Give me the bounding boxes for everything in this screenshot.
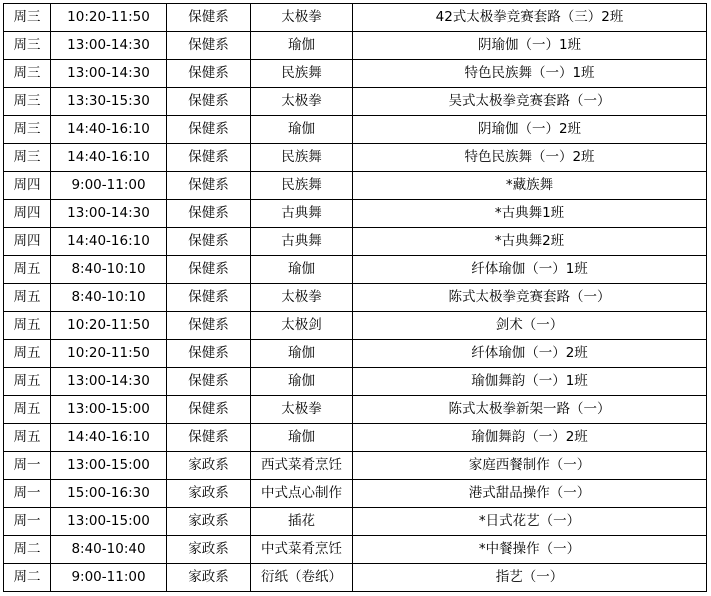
category-cell: 中式菜肴烹饪: [251, 536, 353, 564]
category-cell: 太极拳: [251, 4, 353, 32]
table-row: [4, 536, 707, 564]
course-cell: 瑜伽舞韵（一）1班: [353, 368, 707, 396]
dept-cell: 保健系: [167, 172, 251, 200]
day-cell: 周五: [4, 256, 51, 284]
category-cell: 瑜伽: [251, 368, 353, 396]
day-cell: 周四: [4, 200, 51, 228]
table-row: [4, 4, 707, 32]
category-cell: 中式点心制作: [251, 480, 353, 508]
day-cell: 周三: [4, 116, 51, 144]
course-cell: 瑜伽舞韵（一）2班: [353, 424, 707, 452]
course-cell: 阴瑜伽（一）1班: [353, 32, 707, 60]
time-cell: 13:00-15:00: [51, 396, 167, 424]
dept-cell: 保健系: [167, 228, 251, 256]
time-cell: 14:40-16:10: [51, 424, 167, 452]
table-row: [4, 228, 707, 256]
course-cell: 陈式太极拳竞赛套路（一）: [353, 284, 707, 312]
day-cell: 周三: [4, 88, 51, 116]
dept-cell: 家政系: [167, 452, 251, 480]
table-row: [4, 284, 707, 312]
table-row: [4, 200, 707, 228]
category-cell: 太极拳: [251, 396, 353, 424]
course-cell: 特色民族舞（一）2班: [353, 144, 707, 172]
course-cell: *日式花艺（一）: [353, 508, 707, 536]
table-row: [4, 144, 707, 172]
category-cell: 太极剑: [251, 312, 353, 340]
category-cell: 瑜伽: [251, 32, 353, 60]
time-cell: 13:00-14:30: [51, 60, 167, 88]
dept-cell: 家政系: [167, 564, 251, 592]
table-row: [4, 172, 707, 200]
table-row: [4, 32, 707, 60]
category-cell: 衍纸（卷纸）: [251, 564, 353, 592]
table-row: [4, 564, 707, 592]
course-cell: 指艺（一）: [353, 564, 707, 592]
time-cell: 13:00-15:00: [51, 508, 167, 536]
table-row: [4, 396, 707, 424]
day-cell: 周三: [4, 4, 51, 32]
time-cell: 14:40-16:10: [51, 116, 167, 144]
day-cell: 周五: [4, 284, 51, 312]
time-cell: 13:00-14:30: [51, 32, 167, 60]
dept-cell: 保健系: [167, 396, 251, 424]
table-row: [4, 480, 707, 508]
category-cell: 西式菜肴烹饪: [251, 452, 353, 480]
course-cell: 家庭西餐制作（一）: [353, 452, 707, 480]
time-cell: 8:40-10:10: [51, 256, 167, 284]
dept-cell: 保健系: [167, 32, 251, 60]
dept-cell: 保健系: [167, 4, 251, 32]
category-cell: 瑜伽: [251, 256, 353, 284]
dept-cell: 保健系: [167, 368, 251, 396]
course-cell: 纤体瑜伽（一）2班: [353, 340, 707, 368]
dept-cell: 家政系: [167, 508, 251, 536]
dept-cell: 保健系: [167, 116, 251, 144]
course-cell: 特色民族舞（一）1班: [353, 60, 707, 88]
day-cell: 周四: [4, 172, 51, 200]
time-cell: 15:00-16:30: [51, 480, 167, 508]
table-row: [4, 312, 707, 340]
day-cell: 周三: [4, 60, 51, 88]
dept-cell: 保健系: [167, 256, 251, 284]
category-cell: 古典舞: [251, 200, 353, 228]
time-cell: 13:00-15:00: [51, 452, 167, 480]
course-cell: 陈式太极拳新架一路（一）: [353, 396, 707, 424]
category-cell: 太极拳: [251, 284, 353, 312]
course-cell: 吴式太极拳竞赛套路（一）: [353, 88, 707, 116]
dept-cell: 保健系: [167, 284, 251, 312]
table-row: [4, 60, 707, 88]
day-cell: 周一: [4, 508, 51, 536]
category-cell: 古典舞: [251, 228, 353, 256]
day-cell: 周三: [4, 144, 51, 172]
day-cell: 周五: [4, 312, 51, 340]
day-cell: 周五: [4, 424, 51, 452]
time-cell: 13:00-14:30: [51, 200, 167, 228]
table-row: [4, 508, 707, 536]
category-cell: 太极拳: [251, 88, 353, 116]
day-cell: 周一: [4, 452, 51, 480]
day-cell: 周五: [4, 340, 51, 368]
course-cell: 纤体瑜伽（一）1班: [353, 256, 707, 284]
course-cell: 42式太极拳竞赛套路（三）2班: [353, 4, 707, 32]
day-cell: 周五: [4, 368, 51, 396]
day-cell: 周四: [4, 228, 51, 256]
table-row: [4, 424, 707, 452]
dept-cell: 家政系: [167, 480, 251, 508]
category-cell: 民族舞: [251, 60, 353, 88]
time-cell: 10:20-11:50: [51, 340, 167, 368]
time-cell: 10:20-11:50: [51, 4, 167, 32]
category-cell: 瑜伽: [251, 116, 353, 144]
table-row: [4, 452, 707, 480]
time-cell: 13:00-14:30: [51, 368, 167, 396]
category-cell: 民族舞: [251, 172, 353, 200]
course-cell: *中餐操作（一）: [353, 536, 707, 564]
category-cell: 插花: [251, 508, 353, 536]
dept-cell: 保健系: [167, 424, 251, 452]
time-cell: 9:00-11:00: [51, 172, 167, 200]
time-cell: 10:20-11:50: [51, 312, 167, 340]
table-row: [4, 368, 707, 396]
course-schedule-table: [3, 3, 707, 592]
course-cell: 剑术（一）: [353, 312, 707, 340]
course-cell: 港式甜品操作（一）: [353, 480, 707, 508]
course-cell: *古典舞2班: [353, 228, 707, 256]
time-cell: 9:00-11:00: [51, 564, 167, 592]
table-row: [4, 256, 707, 284]
time-cell: 8:40-10:10: [51, 284, 167, 312]
time-cell: 14:40-16:10: [51, 228, 167, 256]
category-cell: 民族舞: [251, 144, 353, 172]
dept-cell: 保健系: [167, 200, 251, 228]
course-cell: *藏族舞: [353, 172, 707, 200]
day-cell: 周五: [4, 396, 51, 424]
course-cell: *古典舞1班: [353, 200, 707, 228]
dept-cell: 保健系: [167, 144, 251, 172]
dept-cell: 保健系: [167, 60, 251, 88]
course-cell: 阴瑜伽（一）2班: [353, 116, 707, 144]
day-cell: 周二: [4, 564, 51, 592]
dept-cell: 保健系: [167, 340, 251, 368]
time-cell: 13:30-15:30: [51, 88, 167, 116]
dept-cell: 家政系: [167, 536, 251, 564]
day-cell: 周三: [4, 32, 51, 60]
table-row: [4, 88, 707, 116]
day-cell: 周一: [4, 480, 51, 508]
time-cell: 14:40-16:10: [51, 144, 167, 172]
table-row: [4, 116, 707, 144]
schedule-body: [4, 4, 707, 592]
category-cell: 瑜伽: [251, 340, 353, 368]
dept-cell: 保健系: [167, 88, 251, 116]
table-row: [4, 340, 707, 368]
day-cell: 周二: [4, 536, 51, 564]
category-cell: 瑜伽: [251, 424, 353, 452]
dept-cell: 保健系: [167, 312, 251, 340]
time-cell: 8:40-10:40: [51, 536, 167, 564]
